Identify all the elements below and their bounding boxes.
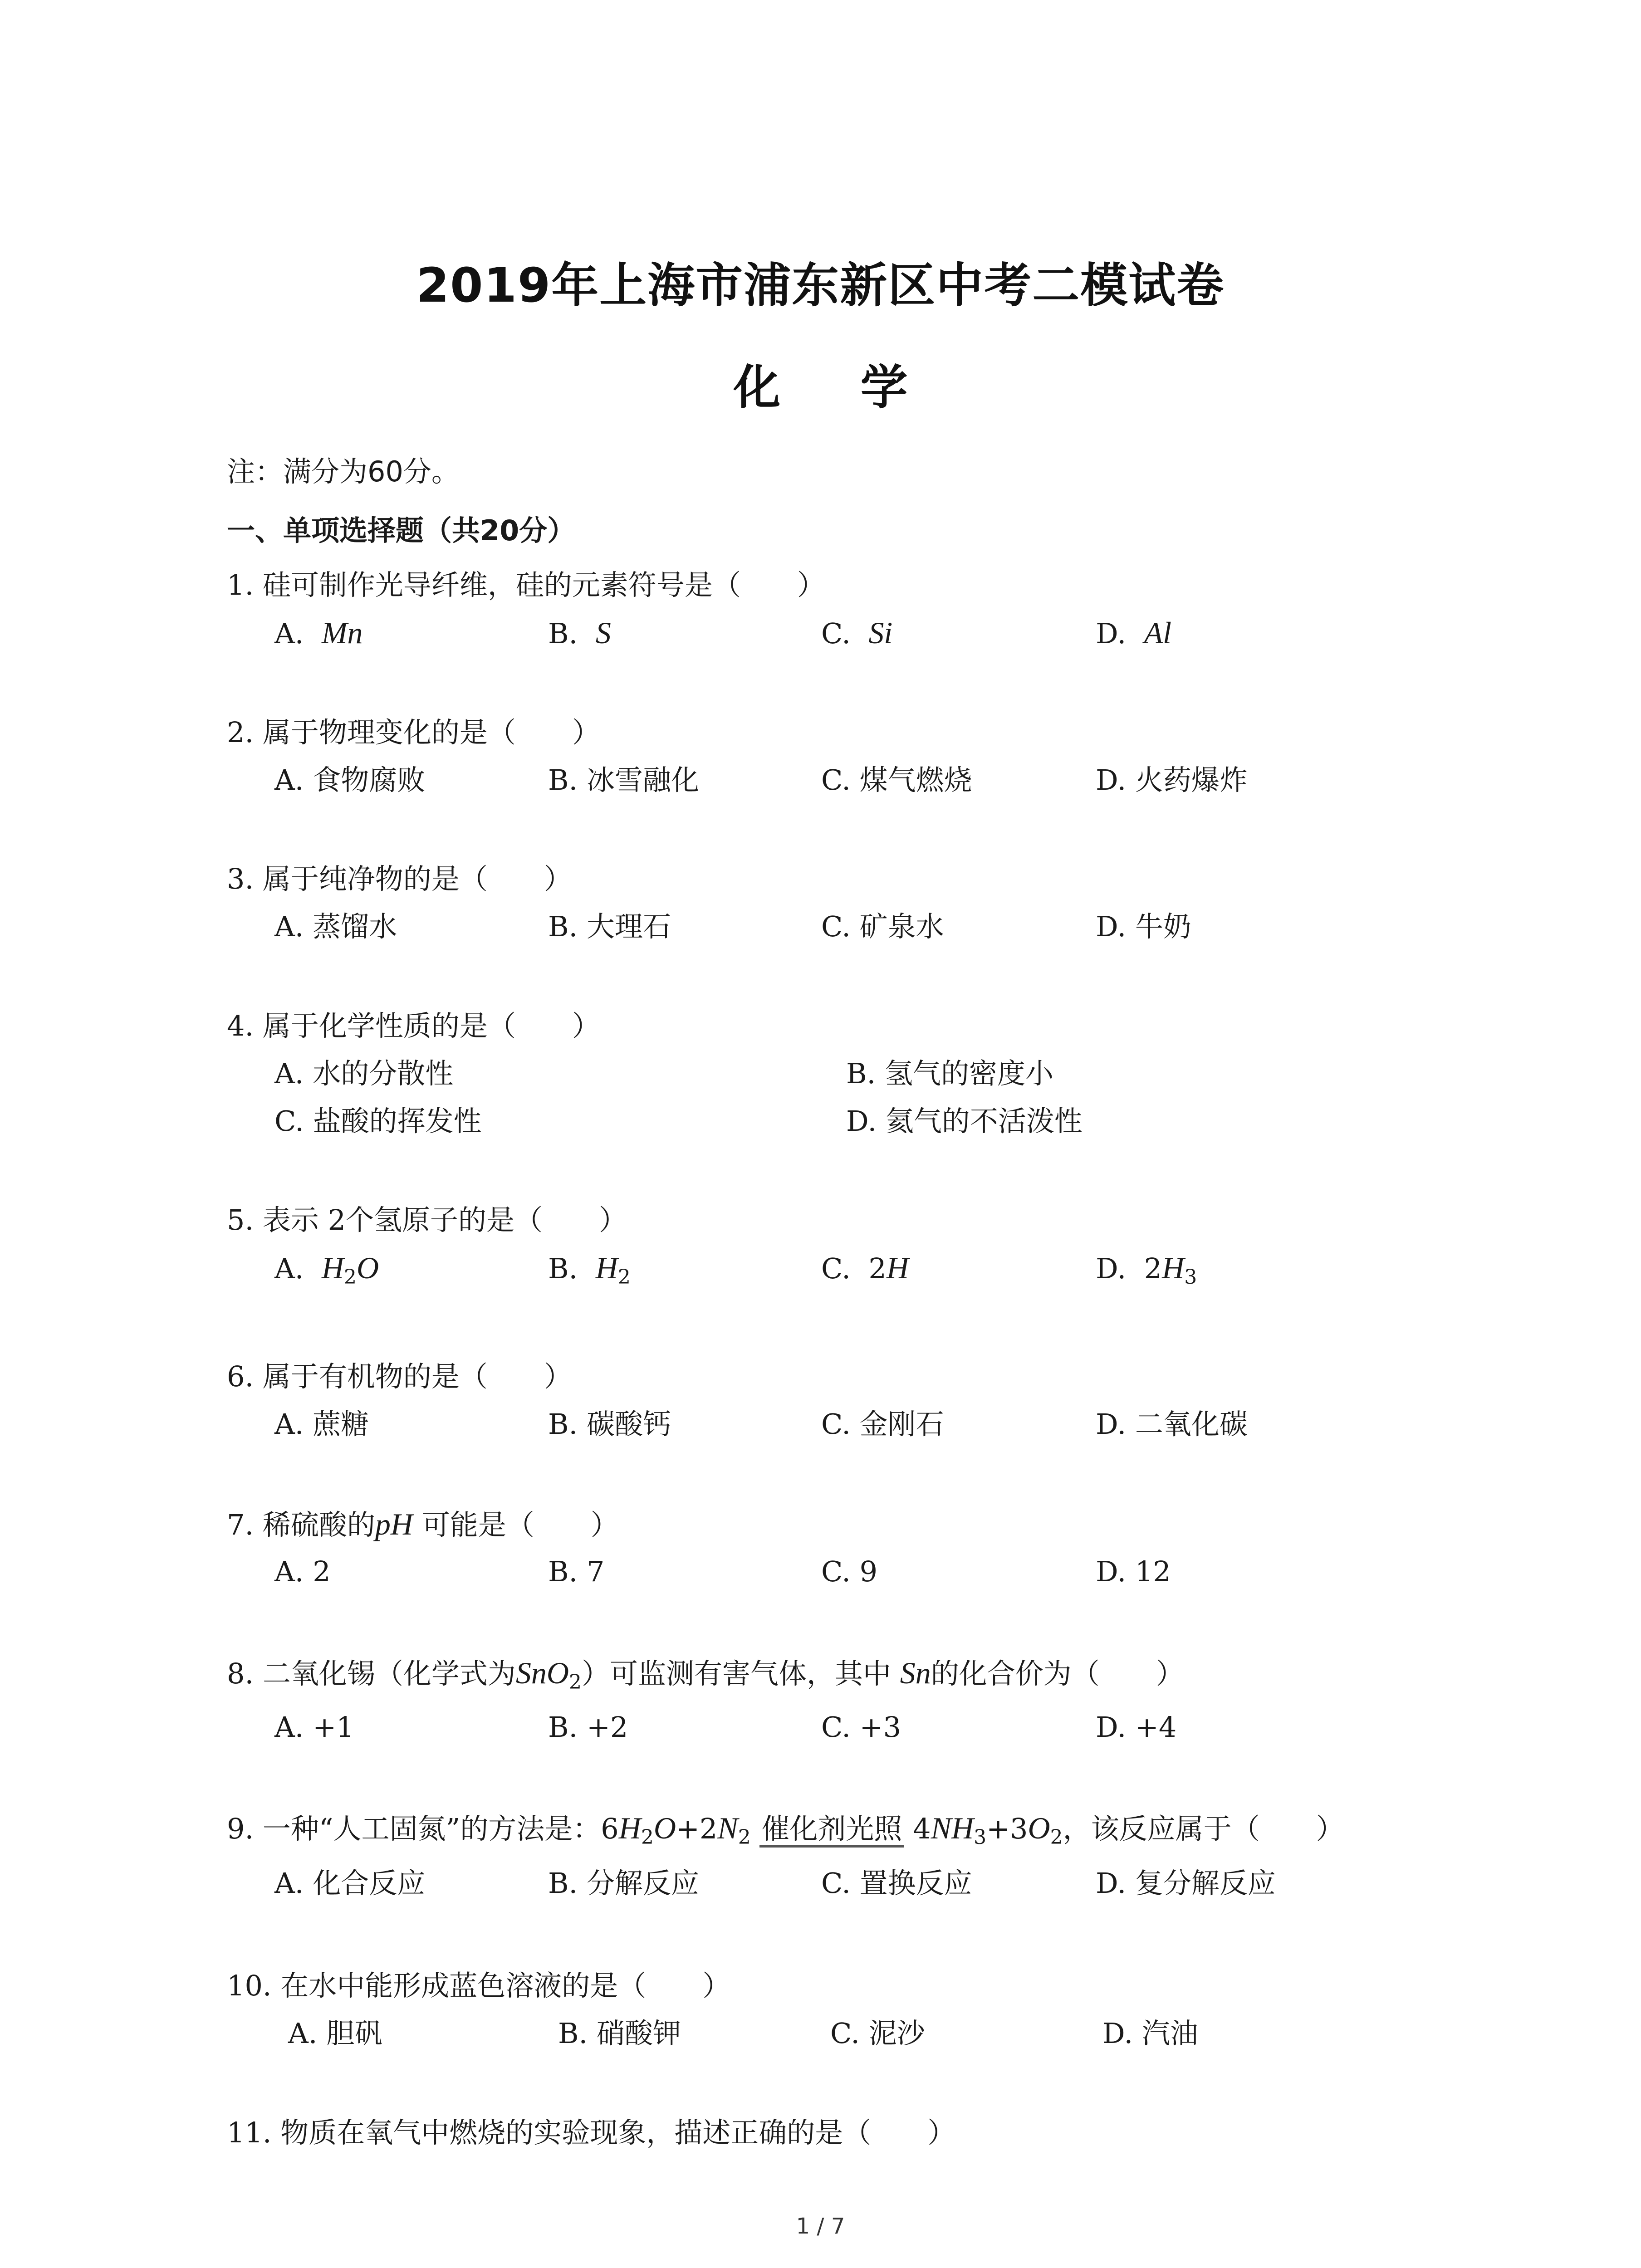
question-4-stem: 4. 属于化学性质的是（ ） <box>227 1009 600 1042</box>
question-6-stem: 6. 属于有机物的是（ ） <box>227 1360 572 1393</box>
question-10-option-b: B. 硝酸钾 <box>558 2017 681 2050</box>
question-10-stem: 10. 在水中能形成蓝色溶液的是（ ） <box>227 1969 731 2002</box>
question-6-option-a: A. 蔗糖 <box>274 1408 369 1441</box>
score-note: 注：满分为60分。 <box>227 455 460 488</box>
question-10-option-d: D. 汽油 <box>1102 2017 1198 2050</box>
question-4-option-d: D. 氦气的不活泼性 <box>846 1105 1083 1138</box>
question-4-option-a: A. 水的分散性 <box>274 1057 454 1090</box>
question-5-stem: 5. 表示 2个氢原子的是（ ） <box>227 1203 627 1237</box>
question-1-option-a: A. Mn <box>274 616 363 650</box>
question-3-option-d: D. 牛奶 <box>1096 910 1191 943</box>
question-7-option-a: A. 2 <box>274 1555 331 1588</box>
question-6-option-c: C. 金刚石 <box>821 1408 944 1441</box>
question-4-option-b: B. 氢气的密度小 <box>846 1057 1053 1090</box>
question-3-stem: 3. 属于纯净物的是（ ） <box>227 862 572 895</box>
question-4-option-c: C. 盐酸的挥发性 <box>274 1105 482 1138</box>
question-10-option-a: A. 胆矾 <box>288 2017 383 2050</box>
question-1-option-c: C. Si <box>821 616 893 650</box>
question-3-option-b: B. 大理石 <box>548 910 671 943</box>
question-9-option-b: B. 分解反应 <box>548 1867 699 1900</box>
question-7-option-b: B. 7 <box>548 1555 605 1588</box>
reaction-condition: 催化剂光照 <box>759 1815 904 1848</box>
question-2-option-c: C. 煤气燃烧 <box>821 763 972 797</box>
question-2-option-b: B. 冰雪融化 <box>548 763 699 797</box>
question-7-stem: 7. 稀硫酸的pH 可能是（ ） <box>227 1507 619 1541</box>
question-5-option-b: B. $H_2$ <box>548 1251 631 1289</box>
page-title: 2019年上海市浦东新区中考二模试卷 <box>416 258 1225 313</box>
question-3-option-c: C. 矿泉水 <box>821 910 944 943</box>
question-8-option-c: C. +3 <box>821 1711 901 1744</box>
question-5-option-c: C. 2H <box>821 1251 909 1285</box>
question-6-option-d: D. 二氧化碳 <box>1096 1408 1248 1441</box>
question-2-option-d: D. 火药爆炸 <box>1096 763 1248 797</box>
question-11-stem: 11. 物质在氧气中燃烧的实验现象，描述正确的是（ ） <box>227 2116 956 2149</box>
question-5-option-d: D. $2H_3$ <box>1096 1251 1197 1289</box>
question-5-option-a: A. $H_2O$ <box>274 1251 379 1289</box>
question-1-stem: 1. 硅可制作光导纤维，硅的元素符号是（ ） <box>227 568 825 601</box>
question-1-option-b: B. S <box>548 616 611 650</box>
section-heading: 一、单项选择题（共20分） <box>227 514 576 547</box>
question-8-stem: 8. 二氧化锡（化学式为SnO$_2$）可监测有害气体，其中 Sn的化合价为（ ） <box>227 1656 1184 1694</box>
question-1-option-d: D. Al <box>1096 616 1172 650</box>
question-8-option-b: B. +2 <box>548 1711 628 1744</box>
question-9-stem: 9. 一种“人工固氮”的方法是：$6H_2O+2N_2$ 催化剂光照 $4NH_3+3O_2$，该反应属于（ ） <box>227 1811 1344 1849</box>
question-10-option-c: C. 泥沙 <box>830 2017 925 2050</box>
question-2-option-a: A. 食物腐败 <box>274 763 426 797</box>
question-9-option-c: C. 置换反应 <box>821 1867 972 1900</box>
question-8-option-a: A. +1 <box>274 1711 354 1744</box>
question-9-option-a: A. 化合反应 <box>274 1867 426 1900</box>
question-2-stem: 2. 属于物理变化的是（ ） <box>227 716 600 749</box>
question-8-option-d: D. +4 <box>1096 1711 1177 1744</box>
subject-heading: 化 学 <box>733 360 940 415</box>
question-3-option-a: A. 蒸馏水 <box>274 910 397 943</box>
question-7-option-d: D. 12 <box>1096 1555 1171 1588</box>
question-6-option-b: B. 碳酸钙 <box>548 1408 671 1441</box>
question-9-option-d: D. 复分解反应 <box>1096 1867 1276 1900</box>
question-7-option-c: C. 9 <box>821 1555 878 1588</box>
page-number: 1 / 7 <box>796 2214 845 2239</box>
